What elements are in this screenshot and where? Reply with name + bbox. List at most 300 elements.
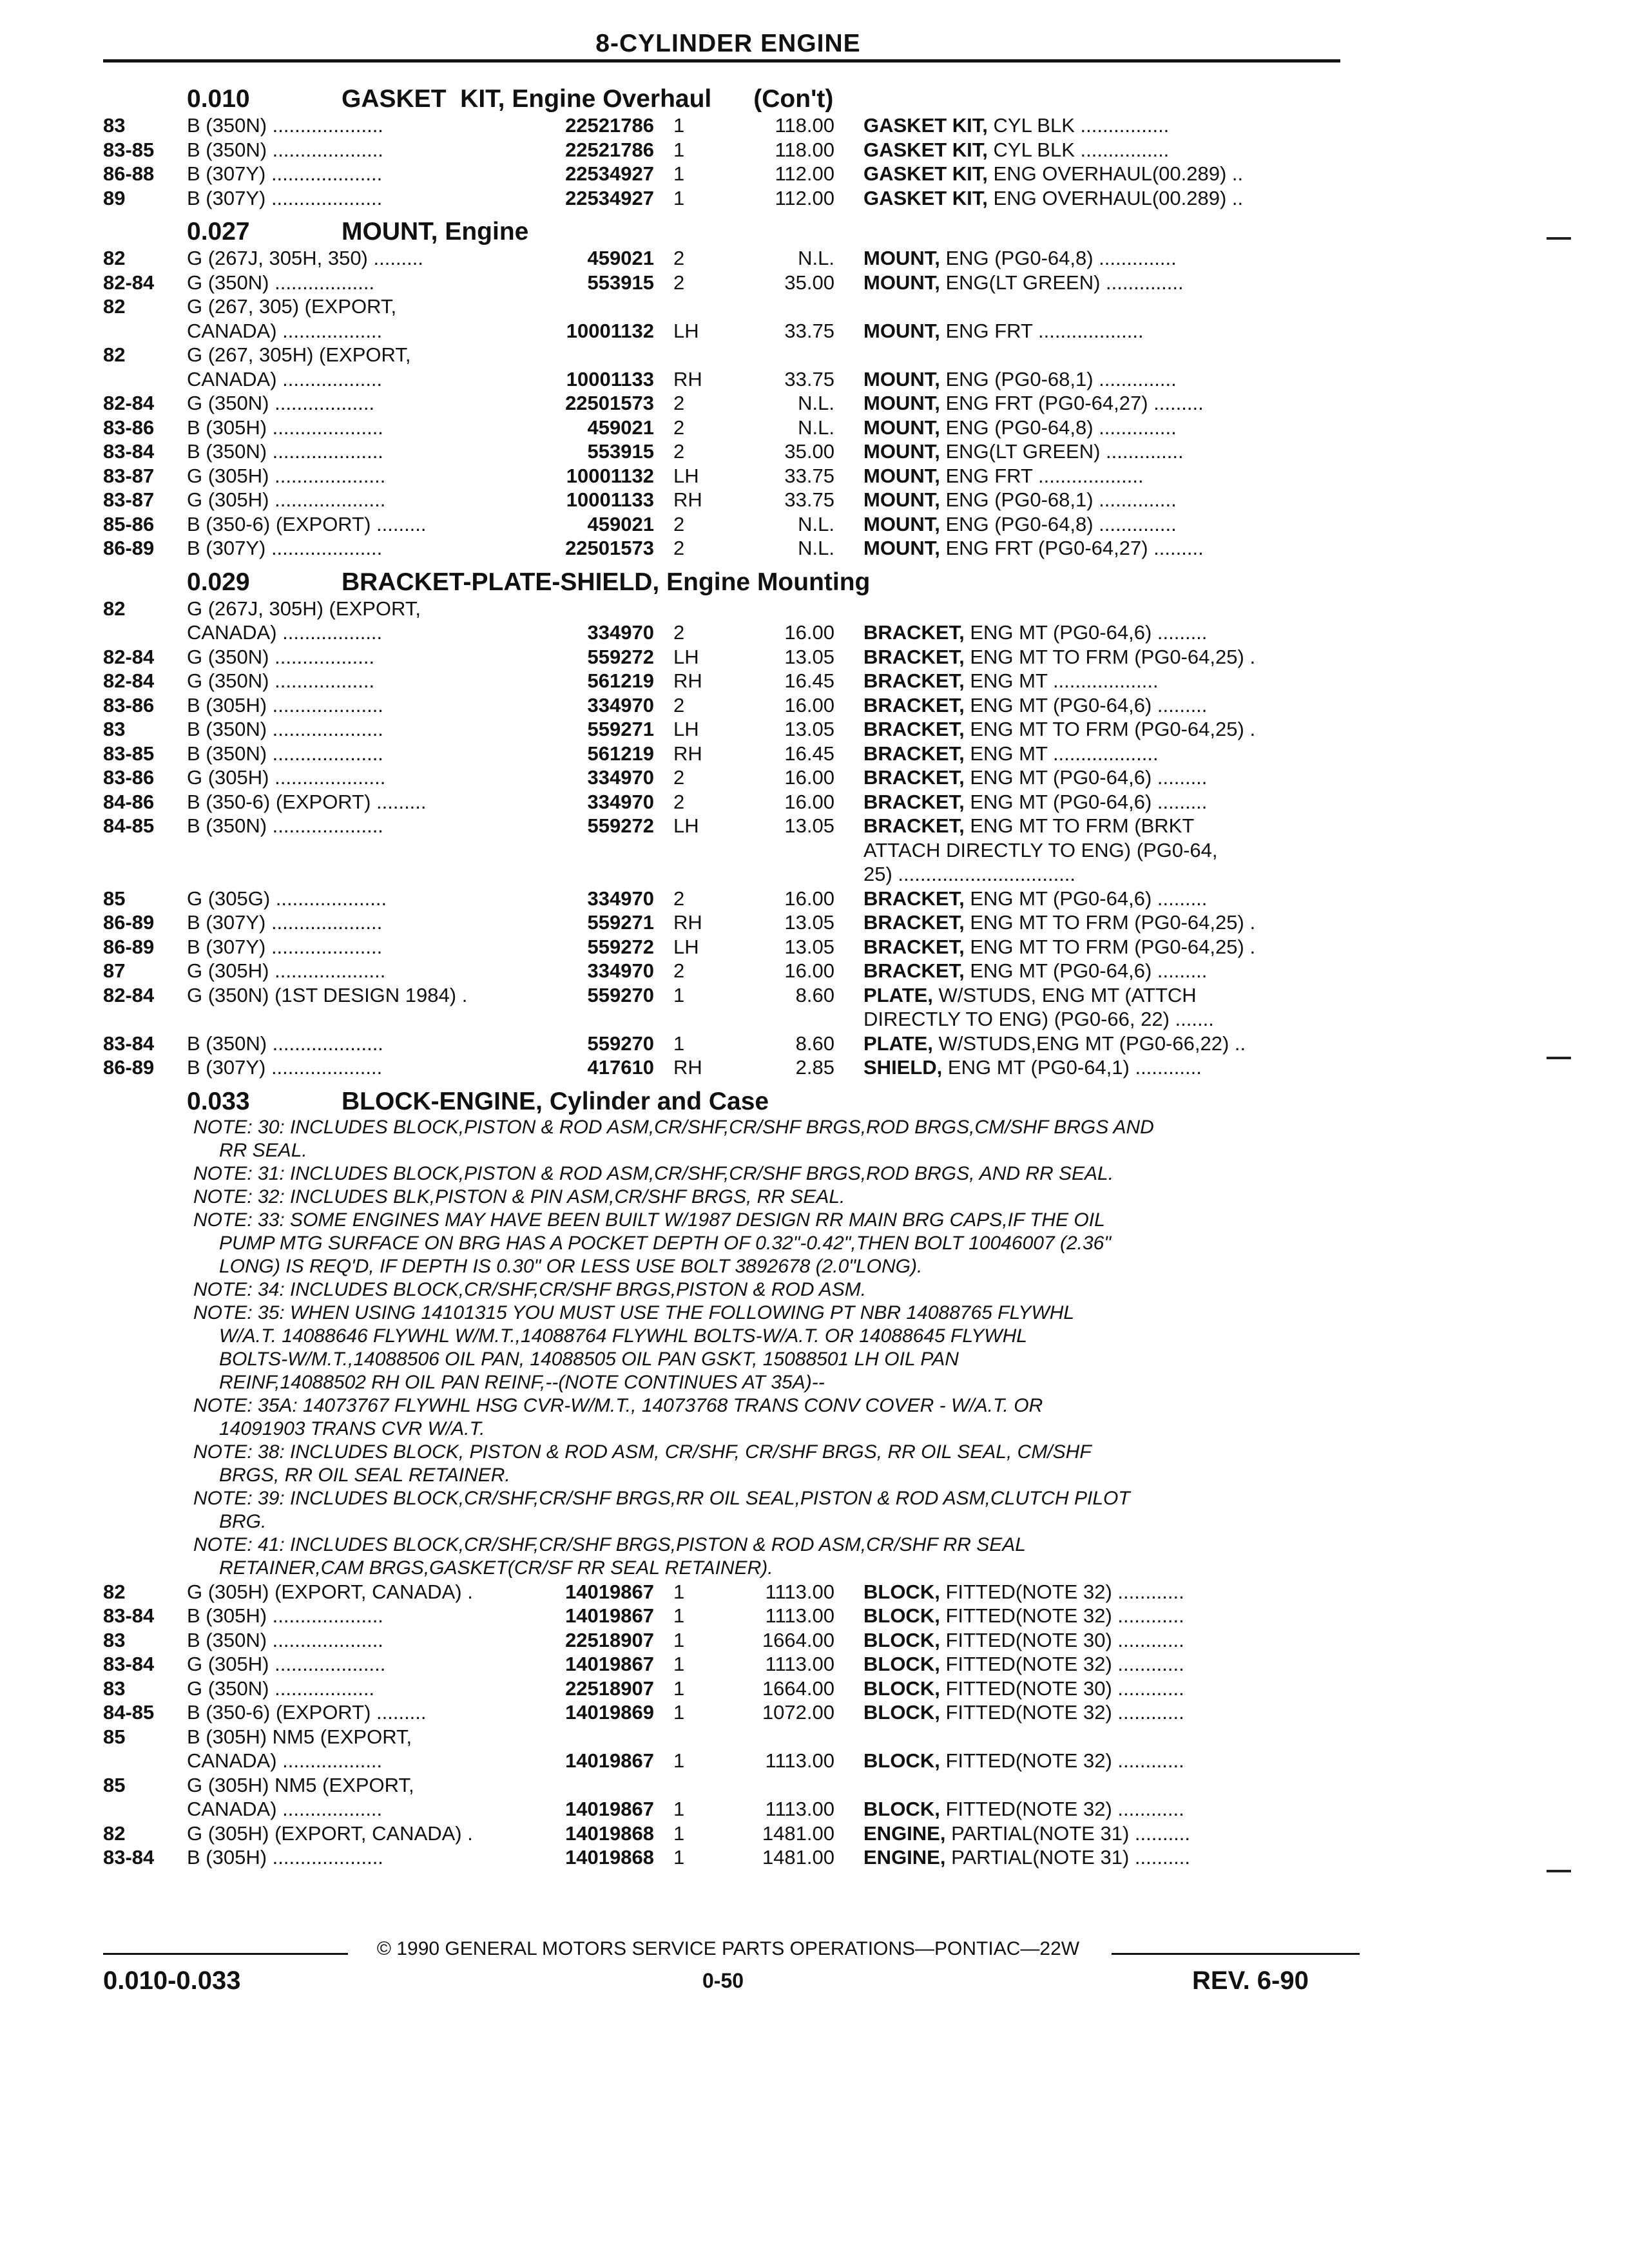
table-row xyxy=(103,1700,1366,1725)
application-desc: CANADA) .................. xyxy=(187,1798,383,1820)
model-years: 87 xyxy=(103,959,126,982)
table-row xyxy=(103,439,1366,464)
part-name: MOUNT, xyxy=(863,367,940,390)
page-title: 8-CYLINDER ENGINE xyxy=(595,30,861,57)
application-desc: G (305H) .................... xyxy=(187,488,386,511)
quantity xyxy=(654,597,728,621)
quantity xyxy=(654,1773,728,1798)
part-detail: ENG(LT GREEN) .............. xyxy=(940,271,1184,294)
application-desc: B (350N) .................... xyxy=(187,1628,383,1651)
price xyxy=(728,862,834,887)
application-desc: G (267J, 305H, 350) ......... xyxy=(187,247,424,269)
part-name: BLOCK, xyxy=(863,1604,940,1627)
part-detail: FITTED(NOTE 32) ............ xyxy=(940,1653,1184,1675)
part-description xyxy=(834,488,1366,512)
application-desc: G (305H) (EXPORT, CANADA) . xyxy=(187,1821,473,1845)
part-number: 10001132 xyxy=(566,464,654,487)
part-description xyxy=(834,536,1366,561)
model-years: 82 xyxy=(103,247,126,269)
part-name: MOUNT, xyxy=(863,512,940,535)
price: 16.00 xyxy=(784,693,834,716)
application-desc: G (267, 305H) (EXPORT, xyxy=(187,343,411,366)
model-years: 83-86 xyxy=(103,416,155,439)
quantity: RH xyxy=(673,488,702,511)
part-name: BRACKET, xyxy=(863,935,965,958)
part-description xyxy=(834,1725,1366,1749)
part-detail: ENG MT TO FRM (BRKT xyxy=(964,814,1195,837)
price: 1113.00 xyxy=(765,1653,834,1675)
part-number: 459021 xyxy=(587,247,654,269)
note-line: NOTE: 39: INCLUDES BLOCK,CR/SHF,CR/SHF BRGS,RR OIL SEAL,PISTON & ROD ASM,CLUTCH PILOT xyxy=(193,1487,1130,1509)
price: 16.00 xyxy=(784,959,834,982)
part-description xyxy=(834,271,1366,295)
part-name: BRACKET, xyxy=(863,766,965,789)
footer-copyright: © 1990 GENERAL MOTORS SERVICE PARTS OPERATIONS—PONTIAC—22W xyxy=(376,1938,1080,1959)
part-description xyxy=(834,1773,1366,1798)
price: 1113.00 xyxy=(765,1580,834,1603)
table-row xyxy=(103,1580,1366,1604)
part-number: 559271 xyxy=(587,911,654,934)
part-detail: ENG MT (PG0-64,6) ......... xyxy=(964,621,1208,644)
quantity: 2 xyxy=(673,537,685,559)
price: N.L. xyxy=(798,416,834,439)
part-number: 22521786 xyxy=(565,114,654,137)
part-number: 334970 xyxy=(587,959,654,982)
part-description xyxy=(834,1677,1366,1701)
table-row xyxy=(103,790,1366,814)
model-years xyxy=(103,1797,187,1821)
price xyxy=(728,1007,834,1032)
price: 35.00 xyxy=(784,440,834,463)
part-number: 334970 xyxy=(587,887,654,910)
part-description xyxy=(834,742,1366,766)
application-desc: B (305H) .................... xyxy=(187,1846,383,1869)
price: 13.05 xyxy=(784,814,834,837)
application-desc: G (305G) .................... xyxy=(187,887,387,910)
footer-page-number: 0-50 xyxy=(702,1969,744,1992)
part-detail: ENG(LT GREEN) .............. xyxy=(940,440,1184,463)
section-number: 0.010 xyxy=(187,85,250,113)
header-rule xyxy=(103,59,1340,62)
part-number: 14019867 xyxy=(565,1580,654,1603)
footer-rule-left xyxy=(103,1953,348,1955)
part-description xyxy=(834,717,1366,742)
part-name: BLOCK, xyxy=(863,1701,940,1724)
price: 13.05 xyxy=(784,718,834,740)
application-desc: G (267, 305) (EXPORT, xyxy=(187,295,397,318)
section-title: MOUNT, Engine xyxy=(342,218,529,245)
footer-rule-right xyxy=(1112,1953,1360,1955)
part-detail: ENG MT (PG0-64,6) ......... xyxy=(964,887,1208,910)
note-line: NOTE: 35: WHEN USING 14101315 YOU MUST USE THE FOLLOWING PT NBR 14088765 FLYWHL xyxy=(193,1302,1075,1323)
part-name: PLATE, xyxy=(863,983,933,1006)
table-row xyxy=(103,488,1366,512)
part-description xyxy=(834,512,1366,537)
note-line: BOLTS-W/M.T.,14088506 OIL PAN, 14088505 OIL PAN GSKT, 15088501 LH OIL PAN xyxy=(219,1348,959,1370)
application-desc: G (350N) .................. xyxy=(187,645,375,668)
quantity: 1 xyxy=(673,1749,685,1772)
part-description xyxy=(834,1580,1366,1604)
part-name: BRACKET, xyxy=(863,621,965,644)
part-description xyxy=(834,138,1366,162)
part-number: 10001133 xyxy=(566,367,654,390)
table-row xyxy=(103,935,1366,959)
price: 8.60 xyxy=(795,1032,834,1055)
model-years xyxy=(103,367,187,392)
part-detail: FITTED(NOTE 30) ............ xyxy=(940,1677,1184,1700)
part-detail: ENG (PG0-68,1) .............. xyxy=(940,488,1177,511)
model-years: 82 xyxy=(103,1580,126,1603)
application-desc: G (267J, 305H) (EXPORT, xyxy=(187,597,421,620)
table-row xyxy=(103,887,1366,911)
quantity: LH xyxy=(673,935,699,958)
application-desc: B (305H) NM5 (EXPORT, xyxy=(187,1725,412,1748)
table-row xyxy=(103,838,1366,863)
application-desc: B (307Y) .................... xyxy=(187,162,383,185)
quantity: 1 xyxy=(673,162,685,185)
part-name: BLOCK, xyxy=(863,1798,940,1820)
application-desc: B (350N) .................... xyxy=(187,814,383,837)
part-detail: ATTACH DIRECTLY TO ENG) (PG0-64, xyxy=(863,838,1218,861)
model-years: 82 xyxy=(103,343,126,366)
part-number: 334970 xyxy=(587,621,654,644)
model-years: 86-88 xyxy=(103,162,155,185)
part-number: 22518907 xyxy=(565,1628,654,1651)
quantity xyxy=(654,1007,728,1032)
model-years: 85 xyxy=(103,1725,126,1748)
quantity: 1 xyxy=(673,1846,685,1869)
application-desc: B (305H) .................... xyxy=(187,1604,383,1627)
application-desc: B (350-6) (EXPORT) ......... xyxy=(187,1701,427,1724)
part-name: BRACKET, xyxy=(863,887,965,910)
table-row xyxy=(103,1725,1366,1749)
application-desc: G (350N) .................. xyxy=(187,1677,375,1700)
quantity: 1 xyxy=(673,1580,685,1603)
note-line: RETAINER,CAM BRGS,GASKET(CR/SF RR SEAL RETAINER). xyxy=(219,1557,773,1579)
margin-mark xyxy=(1547,1870,1571,1872)
section-heading xyxy=(103,1082,1366,1116)
model-years: 83-84 xyxy=(103,1653,155,1675)
table-row xyxy=(103,343,1366,367)
part-detail: ENG MT (PG0-64,6) ......... xyxy=(964,693,1208,716)
quantity: LH xyxy=(673,464,699,487)
section-heading xyxy=(103,80,1366,113)
part-number: 459021 xyxy=(587,416,654,439)
part-detail: FITTED(NOTE 32) ............ xyxy=(940,1749,1184,1772)
part-description xyxy=(834,1700,1366,1725)
table-row xyxy=(103,862,1366,887)
quantity: 1 xyxy=(673,1677,685,1700)
table-row xyxy=(103,620,1366,645)
part-name: BLOCK, xyxy=(863,1653,940,1675)
price: 1481.00 xyxy=(762,1821,834,1845)
part-name: SHIELD, xyxy=(863,1056,943,1079)
model-years: 82-84 xyxy=(103,645,155,668)
application-desc: G (305H) .................... xyxy=(187,766,386,789)
part-number: 10001132 xyxy=(566,319,654,342)
part-number: 14019869 xyxy=(565,1701,654,1724)
table-row xyxy=(103,814,1366,838)
table-row xyxy=(103,1845,1366,1870)
section-number: 0.033 xyxy=(187,1087,250,1115)
model-years: 83-85 xyxy=(103,138,155,161)
application-desc: G (305H) NM5 (EXPORT, xyxy=(187,1773,414,1796)
model-years: 82-84 xyxy=(103,392,155,414)
model-years: 82 xyxy=(103,1821,126,1845)
quantity xyxy=(654,294,728,319)
price: 33.75 xyxy=(784,367,834,390)
price: 112.00 xyxy=(775,162,834,185)
table-row xyxy=(103,765,1366,790)
part-name: MOUNT, xyxy=(863,247,940,269)
part-detail: ENG MT ................... xyxy=(964,669,1159,692)
quantity: 1 xyxy=(673,1032,685,1055)
price: 1664.00 xyxy=(762,1628,834,1651)
part-detail: FITTED(NOTE 32) ............ xyxy=(940,1604,1184,1627)
model-years: 83-87 xyxy=(103,488,155,511)
quantity: 2 xyxy=(673,416,685,439)
part-number xyxy=(541,1773,654,1798)
part-number: 559272 xyxy=(587,645,654,668)
note-line: NOTE: 32: INCLUDES BLK,PISTON & PIN ASM,CR/SHF BRGS, RR SEAL. xyxy=(193,1186,845,1207)
table-row xyxy=(103,138,1366,162)
part-detail: ENG (PG0-64,8) .............. xyxy=(940,416,1177,439)
model-years: 84-85 xyxy=(103,814,155,837)
part-number: 22521786 xyxy=(565,138,654,161)
model-years: 82 xyxy=(103,295,126,318)
part-number: 334970 xyxy=(587,790,654,813)
model-years: 84-86 xyxy=(103,790,155,813)
model-years xyxy=(103,1749,187,1773)
application-desc: B (307Y) .................... xyxy=(187,911,383,934)
table-row xyxy=(103,1032,1366,1056)
table-row xyxy=(103,186,1366,211)
application-desc: B (305H) .................... xyxy=(187,693,383,716)
part-number: 14019867 xyxy=(565,1604,654,1627)
section-title: GASKET KIT, Engine Overhaul (Con't) xyxy=(342,85,834,113)
part-name: GASKET KIT, xyxy=(863,186,988,209)
table-row xyxy=(103,1007,1366,1032)
part-detail: ENG FRT ................... xyxy=(940,319,1144,342)
table-row xyxy=(103,910,1366,935)
part-description xyxy=(834,645,1366,669)
model-years: 86-89 xyxy=(103,911,155,934)
note-line: NOTE: 33: SOME ENGINES MAY HAVE BEEN BUILT W/1987 DESIGN RR MAIN BRG CAPS,IF THE OIL xyxy=(193,1209,1105,1231)
part-description xyxy=(834,935,1366,959)
quantity: 1 xyxy=(673,138,685,161)
part-description xyxy=(834,814,1366,838)
part-description xyxy=(834,162,1366,186)
quantity: RH xyxy=(673,669,702,692)
part-detail: ENG FRT ................... xyxy=(940,464,1144,487)
part-number xyxy=(541,1725,654,1749)
part-detail: ENG FRT (PG0-64,27) ......... xyxy=(940,537,1204,559)
model-years: 83-86 xyxy=(103,693,155,716)
part-number xyxy=(541,862,654,887)
part-number: 22534927 xyxy=(565,186,654,209)
price: 8.60 xyxy=(795,983,834,1006)
quantity: 1 xyxy=(673,1653,685,1675)
application-desc: B (350N) .................... xyxy=(187,114,383,137)
table-row xyxy=(103,1652,1366,1677)
part-description xyxy=(834,1628,1366,1653)
part-description xyxy=(834,693,1366,718)
price: 1113.00 xyxy=(765,1798,834,1820)
part-number: 559272 xyxy=(587,935,654,958)
section-title: BLOCK-ENGINE, Cylinder and Case xyxy=(342,1087,769,1115)
note-line: 14091903 TRANS CVR W/A.T. xyxy=(219,1418,485,1439)
application-desc: B (350N) .................... xyxy=(187,1032,383,1055)
quantity: RH xyxy=(673,367,702,390)
part-description xyxy=(834,597,1366,621)
application-desc: G (305H) .................... xyxy=(187,959,386,982)
part-detail: FITTED(NOTE 32) ............ xyxy=(940,1798,1184,1820)
part-detail: CYL BLK ................ xyxy=(987,138,1170,161)
quantity: 2 xyxy=(673,271,685,294)
table-row xyxy=(103,1628,1366,1653)
part-detail: W/STUDS,ENG MT (PG0-66,22) .. xyxy=(932,1032,1246,1055)
quantity: 1 xyxy=(673,1821,685,1845)
price xyxy=(728,294,834,319)
part-detail: ENG MT TO FRM (PG0-64,25) . xyxy=(964,645,1256,668)
margin-mark xyxy=(1547,1057,1571,1059)
part-description xyxy=(834,1845,1366,1870)
price: 1113.00 xyxy=(765,1749,834,1772)
model-years: 85 xyxy=(103,1773,126,1796)
application-desc: G (350N) .................. xyxy=(187,669,375,692)
part-detail: ENG MT ................... xyxy=(964,742,1159,765)
part-number xyxy=(541,1007,654,1032)
model-years xyxy=(103,862,187,887)
price: 1113.00 xyxy=(765,1604,834,1627)
part-name: BRACKET, xyxy=(863,814,965,837)
application-desc xyxy=(187,1007,541,1032)
model-years: 84-85 xyxy=(103,1701,155,1724)
part-description xyxy=(834,862,1366,887)
part-number: 14019868 xyxy=(565,1821,654,1845)
price: 16.00 xyxy=(784,887,834,910)
note-line: PUMP MTG SURFACE ON BRG HAS A POCKET DEPTH OF 0.32"-0.42",THEN BOLT 10046007 (2.36" xyxy=(219,1232,1112,1254)
price: 13.05 xyxy=(784,645,834,668)
table-row xyxy=(103,367,1366,392)
price: N.L. xyxy=(798,537,834,559)
model-years: 83 xyxy=(103,1628,126,1651)
price: 16.00 xyxy=(784,621,834,644)
quantity: 2 xyxy=(673,440,685,463)
application-desc: B (350-6) (EXPORT) ......... xyxy=(187,512,427,535)
quantity: 2 xyxy=(673,512,685,535)
model-years: 82-84 xyxy=(103,271,155,294)
application-desc: B (350N) .................... xyxy=(187,138,383,161)
model-years: 83-85 xyxy=(103,742,155,765)
model-years: 83-84 xyxy=(103,440,155,463)
part-detail: FITTED(NOTE 30) ............ xyxy=(940,1628,1184,1651)
part-number: 22518907 xyxy=(565,1677,654,1700)
application-desc xyxy=(187,838,541,863)
table-row xyxy=(103,983,1366,1008)
price: 118.00 xyxy=(775,114,834,137)
part-description xyxy=(834,620,1366,645)
application-desc: B (350N) .................... xyxy=(187,742,383,765)
part-description xyxy=(834,910,1366,935)
model-years: 83 xyxy=(103,718,126,740)
table-row xyxy=(103,271,1366,295)
part-description xyxy=(834,959,1366,983)
application-desc: G (350N) (1ST DESIGN 1984) . xyxy=(187,983,468,1006)
section-heading xyxy=(103,213,1366,246)
part-name: MOUNT, xyxy=(863,537,940,559)
application-desc: G (305H) .................... xyxy=(187,464,386,487)
table-row xyxy=(103,1604,1366,1628)
application-desc: B (350N) .................... xyxy=(187,440,383,463)
note-line: NOTE: 34: INCLUDES BLOCK,CR/SHF,CR/SHF BRGS,PISTON & ROD ASM. xyxy=(193,1278,867,1300)
part-description xyxy=(834,294,1366,319)
application-desc: G (350N) .................. xyxy=(187,271,375,294)
part-detail: 25) ................................ xyxy=(863,863,1076,885)
margin-mark xyxy=(1547,237,1571,240)
table-row xyxy=(103,669,1366,693)
price: N.L. xyxy=(798,512,834,535)
part-name: BLOCK, xyxy=(863,1580,940,1603)
model-years: 83-87 xyxy=(103,464,155,487)
part-description xyxy=(834,464,1366,488)
part-detail: CYL BLK ................ xyxy=(987,114,1170,137)
part-detail: ENG (PG0-68,1) .............. xyxy=(940,367,1177,390)
table-row xyxy=(103,1749,1366,1773)
application-desc: B (307Y) .................... xyxy=(187,186,383,209)
application-desc: B (350N) .................... xyxy=(187,718,383,740)
price: 16.45 xyxy=(784,669,834,692)
quantity: 2 xyxy=(673,887,685,910)
application-desc: G (305H) .................... xyxy=(187,1653,386,1675)
part-name: BRACKET, xyxy=(863,645,965,668)
model-years xyxy=(103,620,187,645)
application-desc: G (350N) .................. xyxy=(187,392,375,414)
part-detail: FITTED(NOTE 32) ............ xyxy=(940,1701,1184,1724)
part-detail: ENG OVERHAUL(00.289) .. xyxy=(987,186,1244,209)
model-years xyxy=(103,838,187,863)
part-number: 417610 xyxy=(587,1056,654,1079)
part-description xyxy=(834,343,1366,367)
part-description xyxy=(834,1032,1366,1056)
part-detail: FITTED(NOTE 32) ............ xyxy=(940,1580,1184,1603)
notes-block xyxy=(103,1116,1366,1580)
part-detail: ENG MT TO FRM (PG0-64,25) . xyxy=(964,718,1256,740)
note-line: BRGS, RR OIL SEAL RETAINER. xyxy=(219,1464,510,1486)
part-detail: ENG MT (PG0-64,1) ............ xyxy=(942,1056,1202,1079)
price: 1664.00 xyxy=(762,1677,834,1700)
price: 16.45 xyxy=(784,742,834,765)
part-detail: ENG MT (PG0-64,6) ......... xyxy=(964,959,1208,982)
application-desc: CANADA) .................. xyxy=(187,367,383,390)
part-description xyxy=(834,669,1366,693)
part-name: MOUNT, xyxy=(863,440,940,463)
part-number xyxy=(541,294,654,319)
application-desc: B (307Y) .................... xyxy=(187,1056,383,1079)
quantity: RH xyxy=(673,742,702,765)
part-name: BRACKET, xyxy=(863,693,965,716)
part-description xyxy=(834,319,1366,343)
quantity: 2 xyxy=(673,621,685,644)
quantity: LH xyxy=(673,645,699,668)
part-name: BRACKET, xyxy=(863,959,965,982)
part-description xyxy=(834,113,1366,138)
table-row xyxy=(103,717,1366,742)
part-name: GASKET KIT, xyxy=(863,114,988,137)
part-name: GASKET KIT, xyxy=(863,162,988,185)
part-number: 22501573 xyxy=(565,392,654,414)
part-name: BLOCK, xyxy=(863,1628,940,1651)
